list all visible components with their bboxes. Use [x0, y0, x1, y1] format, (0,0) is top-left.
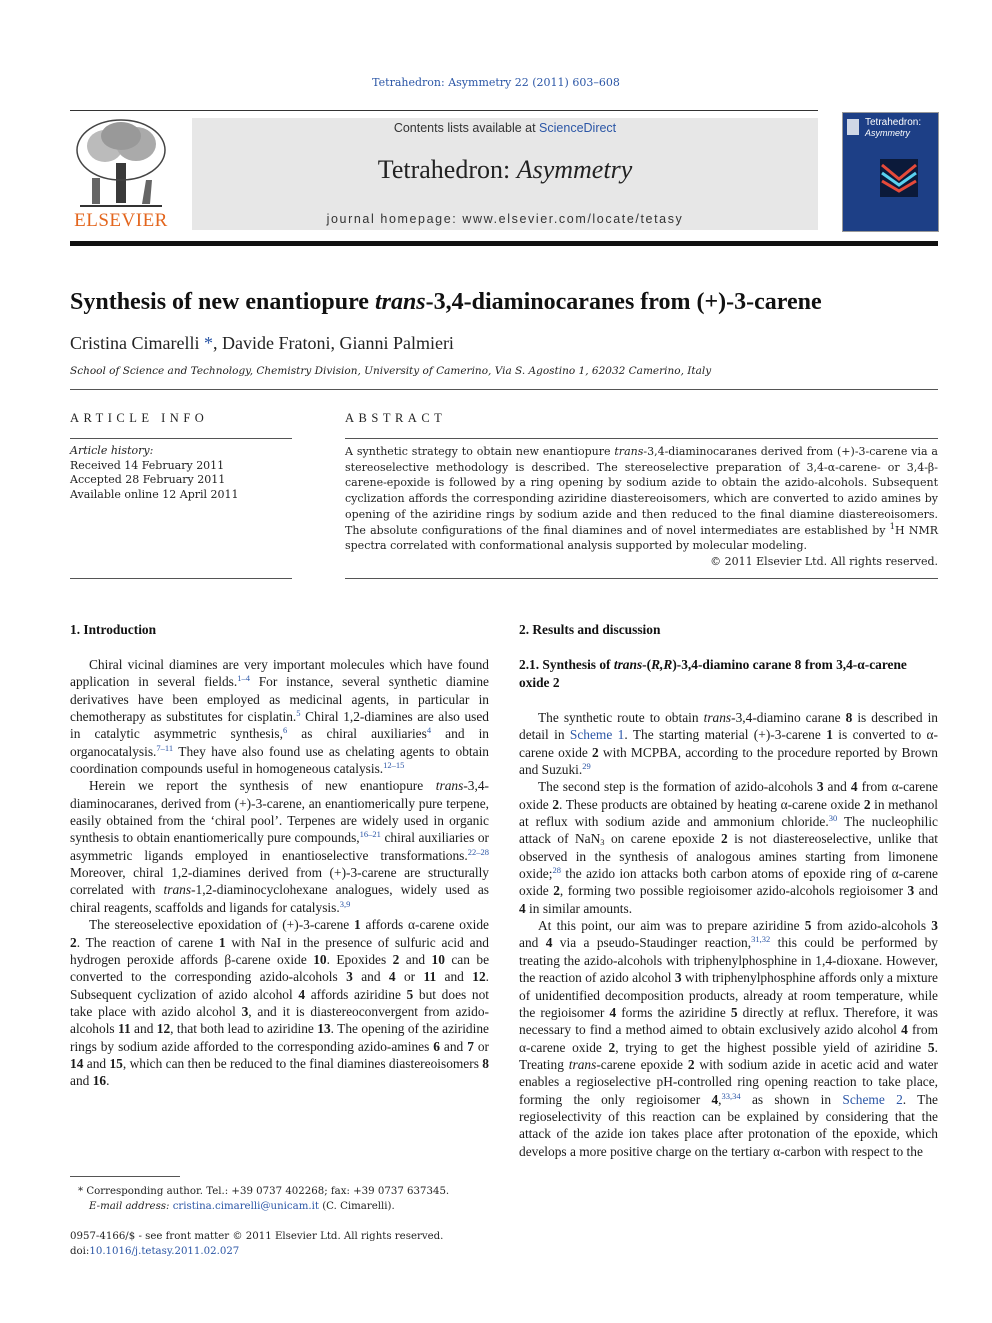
article-info-rule	[70, 438, 292, 439]
email-suffix: (C. Cimarelli).	[318, 1200, 395, 1212]
abstract-text: A synthetic strategy to obtain new enantiopure trans-3,4-diaminocaranes derived from (+)-3-carene via a stereoselective methodology is described. The stereoselective preparation of 3,4-α-carene- or 3,4-β-carene-epoxide is followed by a ring opening by sodium azide to obtain the azido-alcohols. Subsequent cyclization affords the corresponding aziridine diastereoisomers, which are converted to azido amines by opening of the aziridine rings by sodium azide and then reduced to the final diamine diastereoisomers. The absolute configurations of the final diamines and of novel intermediates are established by $^1$H NMR spectra correlated with conformational analysis supported by molecular modeling. © 2011 Elsevier Ltd. All rights reserved.	[345, 445, 938, 568]
title-part-1: Synthesis of new enantiopure	[70, 289, 375, 315]
cover-title-a: Tetrahedron:	[865, 117, 922, 128]
doi-link[interactable]: 10.1016/j.tetasy.2011.02.027	[89, 1245, 240, 1257]
front-matter-info	[70, 1230, 489, 1259]
title-part-2: trans	[374, 289, 426, 315]
email-link[interactable]: cristina.cimarelli@unicam.it	[172, 1200, 319, 1212]
subsection-heading	[519, 656, 938, 692]
other-authors: , Davide Fratoni, Gianni Palmieri	[212, 333, 454, 353]
accepted-date: Accepted 28 February 2011	[70, 473, 226, 486]
abstract-rule	[345, 438, 938, 439]
sub-heading-part-4: R,R	[651, 657, 673, 672]
title-divider	[70, 389, 938, 390]
article-info-heading: ARTICLE INFO	[70, 411, 209, 425]
author-cimarelli[interactable]: Cristina Cimarelli	[70, 333, 200, 353]
results-heading: 2. Results and discussion	[519, 622, 661, 637]
corresponding-footnote	[70, 1185, 489, 1214]
journal-cover-thumbnail	[842, 112, 939, 232]
contents-prefix: Contents lists available at	[393, 121, 540, 135]
sub-heading-part-1: 2.1. Synthesis of	[519, 657, 614, 672]
email-line	[70, 1200, 489, 1215]
cover-graphic-icon	[880, 159, 918, 197]
results-body: The synthetic route to obtain trans-3,4-diamino carane 8 is described in detail in Scheme 1. The starting material (+)-3-carene 1 is converted to α-carene oxide 2 with MCPBA, according to the procedure reported by Brown and Suzuki.$^{29}$ The second step is the formation of azido-alcohols 3 and 4 from α-carene oxide 2. These products are obtained by heating α-carene oxide 2 in methanol at reflux with sodium azide and ammonium chloride.$^{30}$ The nucleophilic attack of NaN$_3$ on carene epoxide 2 is not diastereoselective, unlike that observed in the synthesis of analogous amines starting from limonene oxide;$^{28}$ the azido ion attacks both carbon atoms of epoxide ring of α-carene oxide 2, forming two possible regioisomer azido-alcohols regioisomer 3 and 4 in similar amounts. At this point, our aim was to prepare aziridine 5 from azido-alcohols 3 and 4 via a pseudo-Staudinger reaction,$^{31,32}$ this could be performed by treating the azido-alcohols with triphenylphosphine in 1,4-dioxane. However, the reaction of azido alcohol 3 with triphenylphosphine affords only a mixture of unidentified decomposition products, already at room temperature, while the regioisomer 4 forms the aziridine 5 directly at reflux. Therefore, it was necessary to find a method aimed to obtain exclusively azido alcohol 4 from α-carene oxide 2, trying to get the highest possible yield of aziridine 5. Treating trans-carene epoxide 2 with sodium azide in acetic acid and water enables a regioselective pH-controlled ring opening reaction to take place, forming the only regioisomer 4,$^{33,34}$ as shown in Scheme 2. The regioselectivity of this reaction can be explained by considering that the attack of the azide ion takes place after protonation of the epoxide, which develops a more positive charge on the tertiary α-carbon with respect to the	[519, 710, 939, 1159]
doi-label: doi:	[70, 1245, 90, 1257]
affiliation: School of Science and Technology, Chemistry Division, University of Camerino, Via S. Agostino 1, 62032 Camerino, Italy	[70, 365, 712, 377]
journal-name	[192, 155, 818, 185]
doi-line	[70, 1245, 489, 1260]
header-thick-rule	[70, 241, 938, 246]
sub-heading-part-2: trans	[613, 657, 643, 672]
footnote-rule	[70, 1176, 180, 1177]
sciencedirect-link[interactable]: ScienceDirect	[539, 121, 617, 135]
title-part-3: -3,4-diaminocaranes from (+)-3-carene	[425, 289, 822, 315]
journal-name-italic: Asymmetry	[516, 155, 633, 184]
header-divider	[70, 110, 818, 111]
sub-heading-part-3: -(	[642, 657, 652, 672]
cover-title	[865, 117, 921, 139]
email-label: E-mail address:	[89, 1200, 173, 1212]
introduction-body: Chiral vicinal diamines are very important molecules which have found application in several fields.$^{1-4}$ For instance, several synthetic diamine derivatives have been employed as medicinal agents, in particular in chemotherapy as substitutes for cisplatin.$^5$ Chiral 1,2-diamines are also used in catalytic asymmetric synthesis,$^6$ as chiral auxiliaries$^4$ and in organocatalysis.$^{7-11}$ They have also found use as chelating agents to obtain coordination compounds useful in homogeneous catalysis.$^{12-15}$ Herein we report the synthesis of new enantiopure trans-3,4-diaminocaranes, derived from (+)-3-carene, an enantiomerically pure terpene, easily obtained from the ‘chiral pool’. Terpenes are widely used in organic synthesis to obtain enantiomerically pure compounds,$^{16-21}$ chiral auxiliaries or asymmetric ligands employed in enantioselective transformations.$^{22-28}$ Moreover, chiral 1,2-diamines derived from (+)-3-carene are structurally correlated with trans-1,2-diaminocyclohexane analogues, widely used as chiral reagents, scaffolds and ligands for catalysis.$^{3,9}$ The stereoselective epoxidation of (+)-3-carene 1 affords α-carene oxide 2. The reaction of carene 1 with NaI in the presence of sulfuric acid and hydrogen peroxide affords β-carene oxide 10. Epoxides 2 and 10 can be converted to the corresponding azido-alcohols 3 and 4 or 11 and 12. Subsequent cyclization of azido alcohol 4 affords aziridine 5 but does not take place with azido alcohol 3, and it is diastereoconvergent from azido-alcohols 11 and 12, that both lead to aziridine 13. The opening of the aziridine rings by sodium azide afforded to the corresponding azido-amines 6 and 7 or 14 and 15, which can then be reduced to the final diamines diastereoisomers 8 and 16.	[70, 657, 490, 1089]
abstract-heading: ABSTRACT	[345, 411, 447, 425]
corresponding-author-mark[interactable]: *	[199, 333, 213, 353]
history-label: Article history:	[70, 444, 154, 457]
cover-badge-icon	[847, 119, 859, 135]
abstract-copyright: © 2011 Elsevier Ltd. All rights reserved.	[710, 554, 938, 568]
article-history	[70, 444, 239, 502]
article-title	[70, 289, 940, 316]
journal-citation[interactable]: Tetrahedron: Asymmetry 22 (2011) 603–608	[372, 76, 620, 89]
cover-title-b: Asymmetry	[865, 128, 910, 138]
contents-line	[192, 121, 818, 135]
introduction-heading: 1. Introduction	[70, 622, 157, 637]
abstract-bottom-rule	[345, 578, 938, 579]
sub-heading-part-5: )-3,4-diamino carane 8 from 3,4-α-carene oxide 2	[519, 657, 907, 690]
journal-homepage[interactable]: journal homepage: www.elsevier.com/locate/tetasy	[326, 212, 684, 226]
elsevier-wordmark: ELSEVIER	[74, 210, 168, 231]
article-info-bottom-rule	[70, 578, 292, 579]
online-date: Available online 12 April 2011	[70, 487, 239, 501]
received-date: Received 14 February 2011	[70, 458, 225, 472]
author-list	[70, 333, 454, 354]
issn-line: 0957-4166/$ - see front matter © 2011 Elsevier Ltd. All rights reserved.	[70, 1231, 444, 1242]
journal-name-main: Tetrahedron:	[377, 155, 517, 184]
corresponding-contact: * Corresponding author. Tel.: +39 0737 402268; fax: +39 0737 637345.	[78, 1186, 450, 1197]
